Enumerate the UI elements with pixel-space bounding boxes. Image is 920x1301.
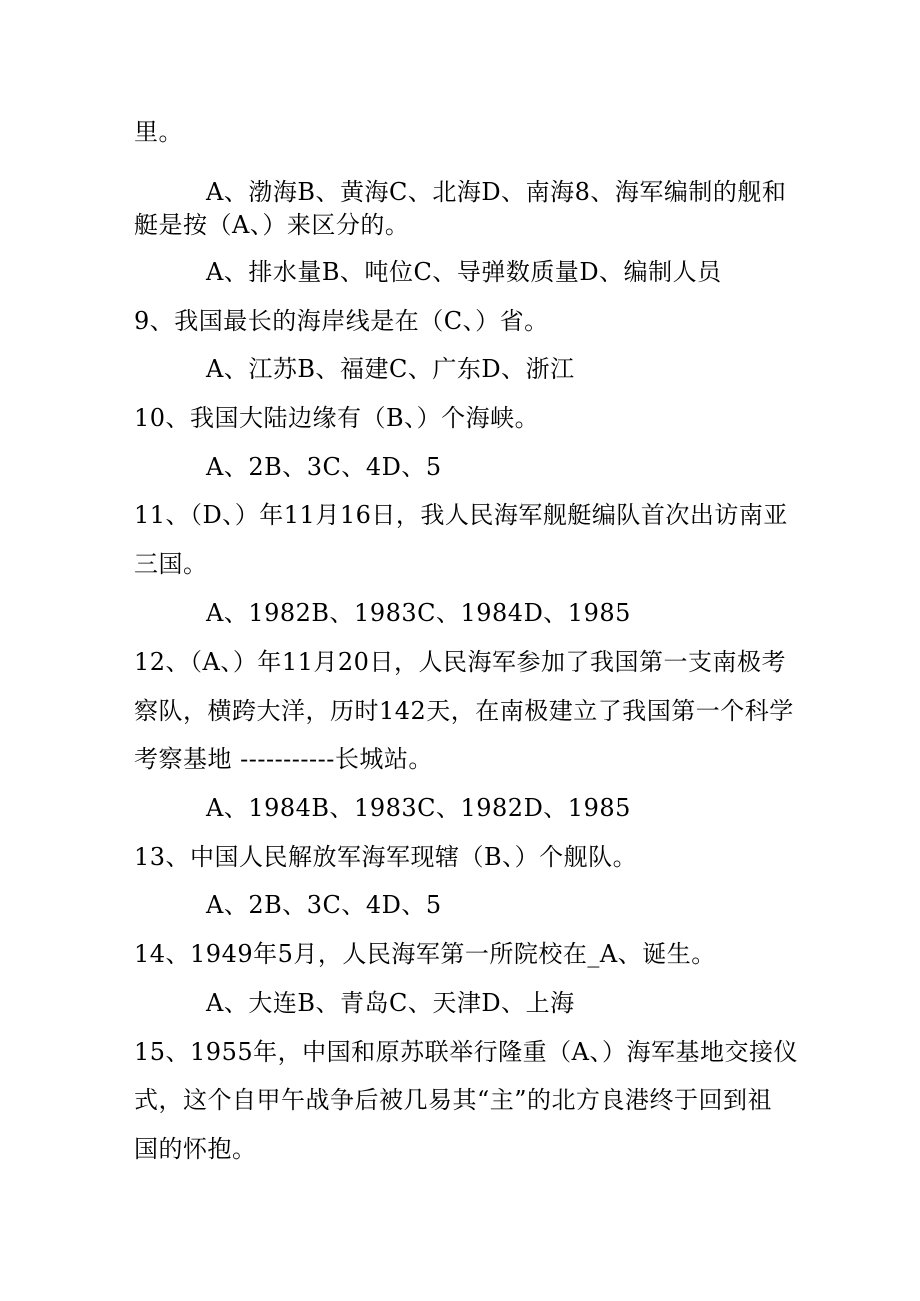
option-line: A、2B、3C、4D、5 <box>206 891 442 919</box>
text-line: 国的怀抱。 <box>134 1135 257 1163</box>
option-line: A、大连B、青岛C、天津D、上海 <box>206 989 575 1017</box>
text-line: 里。 <box>134 118 183 146</box>
question-line: 12、（A、）年11月20日，人民海军参加了我国第一支南极考 <box>134 648 786 676</box>
text-line: 考察基地 -----------长城站。 <box>134 745 433 773</box>
text-line: 察队，横跨大洋，历时142天，在南极建立了我国第一个科学 <box>134 697 794 725</box>
question-line: 15、1955年，中国和原苏联举行隆重（A、）海军基地交接仪 <box>134 1038 798 1066</box>
option-line: A、1982B、1983C、1984D、1985 <box>206 599 631 627</box>
text-line: 式，这个自甲午战争后被几易其“主”的北方良港终于回到祖 <box>134 1086 773 1114</box>
question-line: 10、我国大陆边缘有（B、）个海峡。 <box>134 404 540 432</box>
option-line: A、排水量B、吨位C、导弹数质量D、编制人员 <box>206 258 722 286</box>
question-line: 9、我国最长的海岸线是在（C、）省。 <box>134 307 549 335</box>
text-line: 三国。 <box>134 550 208 578</box>
option-line: A、江苏B、福建C、广东D、浙江 <box>206 355 575 383</box>
option-line: A、渤海B、黄海C、北海D、南海8、海军编制的舰和 <box>206 178 787 206</box>
text-line: 艇是按（A、）来区分的。 <box>134 211 410 239</box>
question-line: 14、1949年5月，人民海军第一所院校在_A、诞生。 <box>134 940 716 968</box>
option-line: A、1984B、1983C、1982D、1985 <box>206 794 631 822</box>
option-line: A、2B、3C、4D、5 <box>206 453 442 481</box>
question-line: 11、（D、）年11月16日，我人民海军舰艇编队首次出访南亚 <box>134 501 788 529</box>
question-line: 13、中国人民解放军海军现辖（B、）个舰队。 <box>134 843 638 871</box>
